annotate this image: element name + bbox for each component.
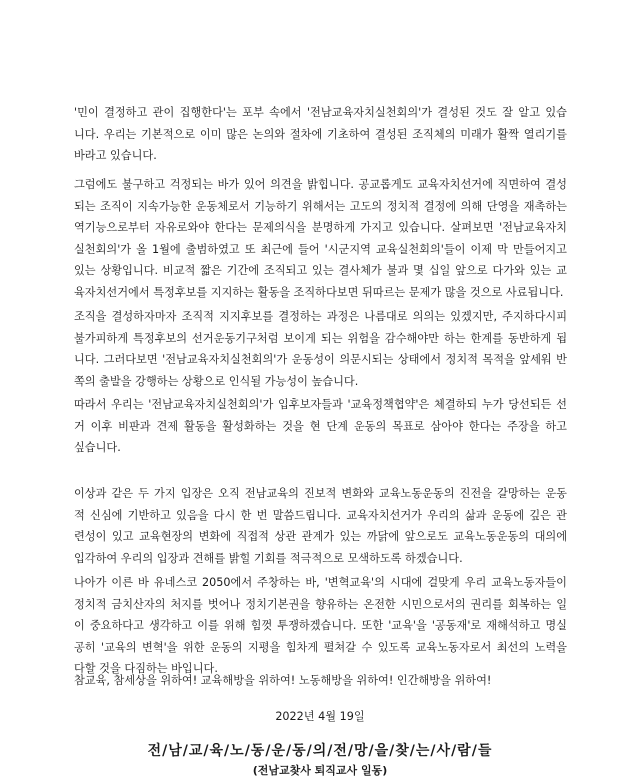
document-date: 2022년 4월 19일 [275,710,365,723]
text-line: 싶습니다. [74,441,121,454]
text-line: 이상과 같은 두 가지 입장은 오직 전남교육의 진보적 변화와 교육노동운동의 진전을 갈망하는 운동 [74,487,567,500]
text-line: 정치적 금치산자의 처지를 벗어나 정치기본권을 향유하는 온전한 시민으로서의 권리를 회복하는 일 [74,597,567,611]
text-line: 니다. 그러다보면 '전남교육자치실천회의'가 운동성이 의문시되는 상태에서 정치적 목적을 앞세워 반 [74,353,567,366]
text-line: 조직을 결성하자마자 조직적 지지후보를 결정하는 과정은 나름대로 의의는 있겠지만, 주지하다시피 [74,310,567,323]
text-line: 바라고 있습니다. [74,149,157,162]
text-line: 불가피하게 특정후보의 선거운동기구처럼 보이게 되는 위험을 감수해야만 하는 한계를 동반하게 됩 [74,331,567,345]
paragraph-3 [74,306,567,392]
text-line: 따라서 우리는 '전남교육자치실천회의'가 입후보자들과 '교육정책협약'은 체결하되 누가 당선되든 선 [74,398,567,411]
text-line: 련성이 있고 교육현장의 변화에 직접적 상관 관계가 있는 까닭에 앞으로도 교육노동운동의 대의에 [74,530,567,543]
text-line: 입각하여 우리의 입장과 견해를 밝힐 기회를 적극적으로 모색하도록 하겠습니다. [74,551,463,565]
text-line: 쪽의 출발을 강행하는 상황으로 인식될 가능성이 높습니다. [74,374,359,388]
text-line: 이 중요하다고 생각하고 이를 위해 힘껏 투쟁하겠습니다. 또한 '교육'을 '공동재'로 재해석하고 명실 [74,619,567,632]
closing-slogan: 참교육, 참세상을 위하여! 교육해방을 위하여! 노동해방을 위하여! 인간해방을 위하여! [74,674,492,687]
paragraph-4 [74,394,567,459]
text-line: 다할 것을 다짐하는 바입니다. [74,662,218,675]
text-line: 적 신심에 기반하고 있음을 다시 한 번 말씀드립니다. 교육자치선거가 우리의 삶과 운동에 깊은 관 [74,508,567,522]
text-line: 그럼에도 불구하고 걱정되는 바가 있어 의견을 밝힙니다. 공교롭게도 교육자치선거에 직면하여 결성 [74,178,567,191]
text-line: 나아가 이른 바 유네스코 2050에서 주창하는 바, '변혁교육'의 시대에 걸맞게 우리 교육노동자들이 [74,576,567,589]
text-line: 있는 상황입니다. 비교적 짧은 기간에 조직되고 있는 결사체가 불과 몇 십일 앞으로 다가와 있는 교 [74,264,567,277]
text-line: 역기능으로부터 자유로와야 한다는 문제의식을 분명하게 가지고 있습니다. 살펴보면 '전남교육자치 [74,221,567,234]
text-line: '민이 결정하고 관이 집행한다'는 포부 속에서 '전남교육자치실천회의'가 결성된 것도 잘 알고 있습 [74,106,567,119]
text-line: 니다. 우리는 기본적으로 이미 많은 논의와 절차에 기초하여 결성된 조직체의 미래가 활짝 열리기를 [74,127,567,141]
paragraph-5 [74,483,567,569]
paragraph-1 [74,102,567,167]
signature-subtitle: (전남교찾사 퇴직교사 일동) [252,764,388,777]
paragraph-2 [74,174,567,303]
text-line: 되는 조직이 지속가능한 운동체로서 기능하기 위해서는 고도의 정치적 결정에 의해 단영을 재촉하는 [74,199,567,213]
text-line: 공히 '교육의 변혁'을 위한 운동의 지평을 힘차게 펼쳐갈 수 있도록 교육노동자로서 최선의 노력을 [74,640,567,654]
text-line: 육자치선거에서 특정후보를 지지하는 활동을 조직하다보면 뒤따르는 문제가 많을 것으로 사료됩니다. [74,285,564,299]
text-line: 실천회의'가 올 1월에 출범하였고 또 최근에 들어 '시군지역 교육실천회의'들이 이제 막 만들어지고 [74,242,567,256]
signature-organization: 전/남/교/육/노/동/운/동/의/전/망/을/찾/는/사/람/들 [147,743,493,759]
text-line: 거 이후 비판과 견제 활동을 활성화하는 것을 현 단계 운동의 목표로 삼아야 한다는 주장을 하고 [74,419,567,433]
paragraph-6 [74,572,567,680]
